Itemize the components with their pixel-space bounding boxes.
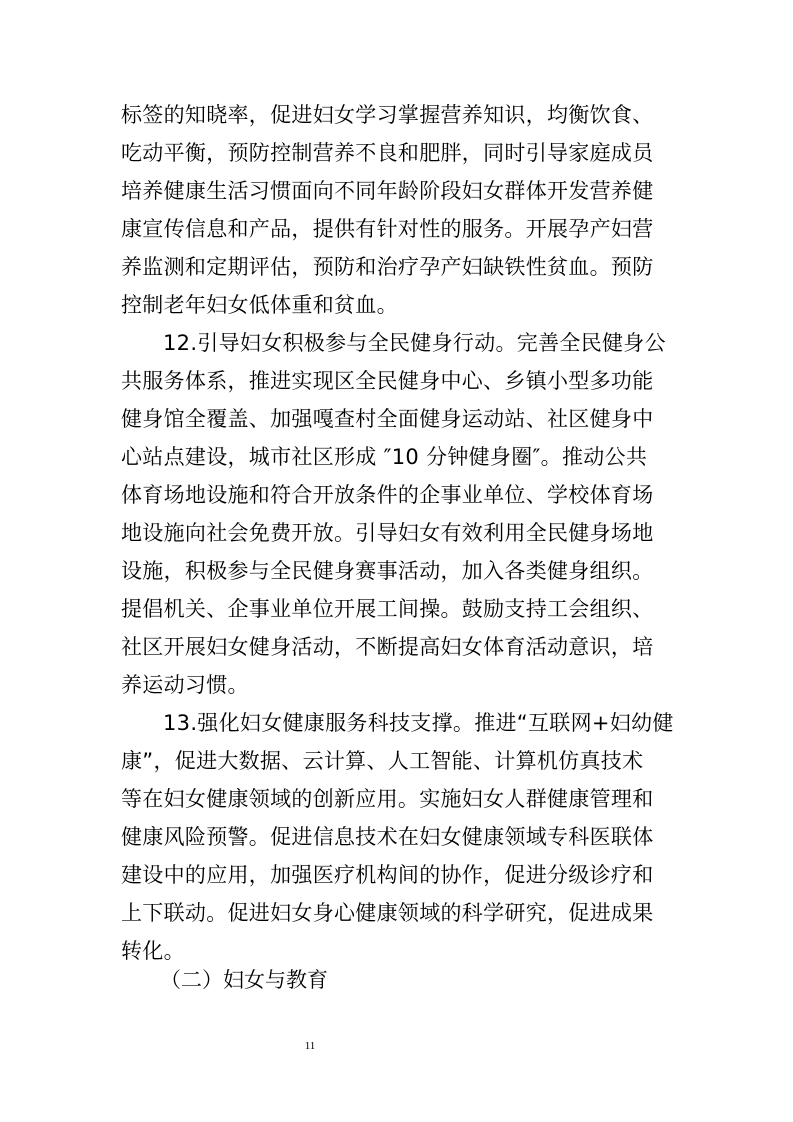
paragraph-3-line: 健康风险预警。促进信息技术在妇女健康领域专科医联体: [121, 825, 654, 849]
paragraph-3-line: 13.强化妇女健康服务科技支撑。推进“互联网+妇幼健: [163, 711, 674, 735]
paragraph-3-line: 康”，促进大数据、云计算、人工智能、计算机仿真技术: [121, 749, 644, 773]
paragraph-1-line: 吃动平衡，预防控制营养不良和肥胖，同时引导家庭成员: [121, 141, 654, 165]
page-number: 11: [304, 1040, 316, 1052]
paragraph-1-line: 康宣传信息和产品，提供有针对性的服务。开展孕产妇营: [121, 217, 654, 241]
paragraph-1-line: 培养健康生活习惯面向不同年龄阶段妇女群体开发营养健: [121, 179, 654, 203]
paragraph-3-line: 等在妇女健康领域的创新应用。实施妇女人群健康管理和: [121, 787, 654, 811]
paragraph-2-line: 健身馆全覆盖、加强嘎查村全面健身运动站、社区健身中: [121, 407, 654, 431]
paragraph-2-line: 社区开展妇女健身活动，不断提高妇女体育活动意识，培: [121, 635, 654, 659]
paragraph-2-line: 体育场地设施和符合开放条件的企事业单位、学校体育场: [121, 483, 654, 507]
paragraph-1-line: 标签的知晓率，促进妇女学习掌握营养知识，均衡饮食、: [121, 103, 654, 127]
paragraph-3-line: 转化。: [121, 939, 185, 963]
paragraph-3-line: 上下联动。促进妇女身心健康领域的科学研究，促进成果: [121, 901, 654, 925]
paragraph-1-line: 养监测和定期评估，预防和治疗孕产妇缺铁性贫血。预防: [121, 255, 654, 279]
paragraph-2-line: 12.引导妇女积极参与全民健身行动。完善全民健身公: [163, 331, 666, 355]
paragraph-2-line: 提倡机关、企事业单位开展工间操。鼓励支持工会组织、: [121, 597, 654, 621]
section-heading: （二）妇女与教育: [160, 968, 328, 992]
body-text: [121, 96, 681, 970]
paragraph-2-line: 共服务体系，推进实现区全民健身中心、乡镇小型多功能: [121, 369, 654, 393]
paragraph-2-line: 地设施向社会免费开放。引导妇女有效利用全民健身场地: [121, 521, 654, 545]
paragraph-2-line: 心站点建设，城市社区形成 ″10 分钟健身圈″。推动公共: [121, 445, 648, 469]
paragraph-2-line: 设施，积极参与全民健身赛事活动，加入各类健身组织。: [121, 559, 654, 583]
paragraph-1-line: 控制老年妇女低体重和贫血。: [121, 293, 398, 317]
paragraph-2-line: 养运动习惯。: [121, 673, 249, 697]
paragraph-3-line: 建设中的应用，加强医疗机构间的协作，促进分级诊疗和: [121, 863, 654, 887]
